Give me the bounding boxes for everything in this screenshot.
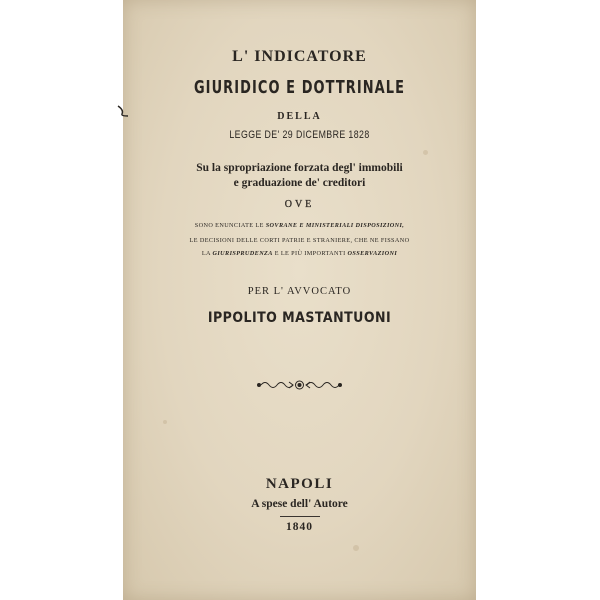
paper-stain (353, 545, 359, 551)
ove-text: OVE (284, 199, 315, 210)
publication-year: 1840 (286, 521, 313, 533)
description-line-2: LE DECISIONI DELLE CORTI PATRIE E STRANIERE, CHE NE FISSANO (189, 237, 410, 244)
description-line-3-a: LA (201, 250, 213, 257)
ornament-icon (123, 378, 476, 392)
description-line-3-d: OSSERVAZIONI (347, 250, 398, 257)
author-name: IPPOLITO MASTANTUONI (207, 310, 392, 326)
paper-stain (423, 150, 428, 155)
legge-text: LEGGE DE' 29 DICEMBRE 1828 (229, 129, 370, 141)
binding-thread-icon (116, 104, 130, 118)
description-line-1-a: SONO ENUNCIATE LE (194, 222, 266, 229)
description-line-3 (123, 250, 476, 257)
title-line-1: L' INDICATORE (232, 48, 367, 65)
della-text: DELLA (277, 111, 322, 122)
title-page (123, 0, 476, 600)
author-prefix: PER L' AVVOCATO (247, 286, 352, 297)
publisher-text: A spese dell' Autore (251, 498, 348, 510)
ornament-divider (123, 377, 476, 391)
description-line-1 (123, 222, 476, 229)
paper-stain (163, 420, 167, 424)
place-of-publication: NAPOLI (265, 476, 334, 492)
description-line-3-b: GIURISPRUDENZA (212, 250, 273, 257)
title-line-2: GIURIDICO E DOTTRINALE (193, 77, 406, 98)
description-line-1-b: SOVRANE E MINISTERIALI DISPOSIZIONI, (265, 222, 405, 229)
subject-line-1: Su la spropriazione forzata degl' immobili (196, 162, 403, 174)
divider-rule (280, 516, 320, 517)
description-line-3-c: E LE PIÙ IMPORTANTI (272, 250, 348, 257)
subject-line-2: e graduazione de' creditori (233, 177, 366, 189)
